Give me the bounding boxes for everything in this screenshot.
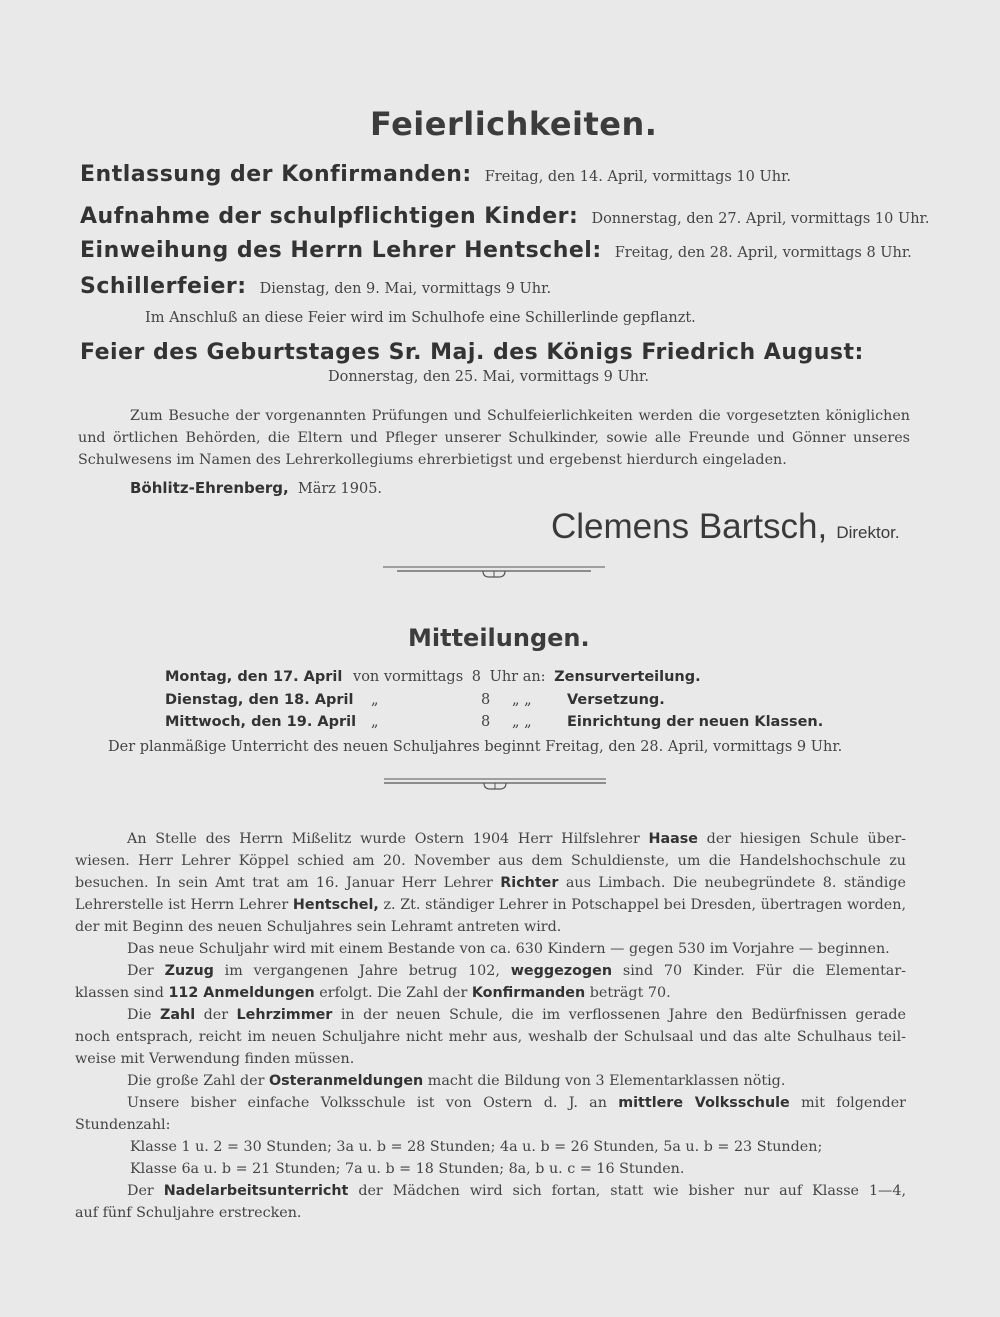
report-line [75, 1026, 906, 1048]
report-line [75, 1114, 906, 1136]
report-emphasis: Osteranmeldungen [268, 1073, 424, 1089]
report-text-segment: An Stelle des Herrn Mißelitz wurde Ostern 1904 Herr Hilfslehrer [127, 831, 649, 847]
ornament-divider [383, 564, 605, 580]
report-line [75, 1202, 906, 1224]
report-text-segment: noch entsprach, reicht im neuen Schuljahre nicht mehr aus, weshalb der Schulsaal und das alte Schulhaus teil- [75, 1029, 906, 1045]
report-text-segment: erfolgt. Die Zahl der [314, 985, 472, 1001]
report-text-segment: macht die Bildung von 3 Elementarklassen nötig. [423, 1073, 786, 1089]
schedule-row [165, 692, 353, 708]
schedule-day: Montag, den 17. April [165, 669, 343, 685]
report-line [75, 894, 906, 916]
place: Böhlitz-Ehrenberg, [130, 479, 289, 497]
report-text-segment: Das neue Schuljahr wird mit einem Bestande von ca. 630 Kindern — gegen 530 im Vorjahre — beginnen. [127, 941, 890, 957]
report-line [75, 872, 906, 894]
report-line [75, 1070, 906, 1092]
report-text [75, 828, 906, 1224]
report-text-segment: der [195, 1007, 237, 1023]
schedule-uhr: Uhr an: [489, 669, 546, 685]
invitation-line: und örtlichen Behörden, die Eltern und Pfleger unserer Schulkinder, sowie alle Freunde und Gönner unseres [78, 430, 910, 446]
report-emphasis: Nadelarbeitsunterricht [163, 1183, 349, 1199]
schedule-event-text: Versetzung. [567, 692, 665, 708]
invitation-line: Zum Besuche der vorgenannten Prüfungen und Schulfeierlichkeiten werden die vorgesetzten königlichen [130, 408, 910, 424]
festivity-item [80, 340, 864, 365]
schedule-hour: 8 [471, 669, 481, 685]
date: März 1905. [297, 481, 383, 497]
report-text-segment: Klasse 6a u. b = 21 Stunden; 7a u. b = 18 Stunden; 8a, b u. c = 16 Stunden. [130, 1161, 685, 1177]
report-text-segment: Die große Zahl der [127, 1073, 269, 1089]
schedule-day: Dienstag, den 18. April [165, 692, 354, 708]
report-emphasis: Zahl [160, 1007, 196, 1023]
report-line [75, 960, 906, 982]
schedule-uhr: „ „ [512, 714, 532, 730]
ornament-divider [384, 776, 606, 792]
schiller-note: Im Anschluß an diese Feier wird im Schulhofe eine Schillerlinde gepflanzt. [145, 310, 696, 326]
report-line [75, 1004, 906, 1026]
festivity-name: Einweihung des Herrn Lehrer Hentschel: [80, 238, 602, 263]
invitation-paragraph [78, 405, 910, 471]
report-emphasis: Zuzug [164, 963, 214, 979]
schedule-event: Zensurverteilung. [554, 669, 701, 685]
schedule-event [567, 692, 665, 708]
festivity-name: Aufnahme der schulpflichtigen Kinder: [80, 204, 579, 229]
festivity-detail: Freitag, den 14. April, vormittags 10 Uhr. [484, 169, 792, 185]
report-emphasis: Konfirmanden [471, 985, 586, 1001]
report-text-segment: sind 70 Kinder. Für die Elementar- [612, 963, 906, 979]
report-text-segment: der hiesigen Schule über- [697, 831, 906, 847]
report-line [75, 982, 906, 1004]
signature [551, 507, 900, 547]
festivity-item [80, 238, 912, 263]
report-line [75, 1092, 906, 1114]
schedule-from: „ [371, 692, 379, 708]
festivity-detail: Donnerstag, den 25. Mai, vormittags 9 Uhr. [328, 369, 649, 385]
schedule-hour: 8 [481, 714, 491, 730]
report-text-segment: Lehrerstelle ist Herrn Lehrer [75, 897, 293, 913]
signature-name: Clemens Bartsch, [551, 507, 828, 546]
section-heading-mitteilungen: Mitteilungen. [408, 624, 590, 652]
report-line [75, 916, 906, 938]
report-text-segment: beträgt 70. [585, 985, 671, 1001]
report-emphasis: mittlere Volksschule [618, 1095, 790, 1111]
schedule-event-text: Einrichtung der neuen Klassen. [567, 714, 824, 730]
schedule-hour: 8 [481, 692, 491, 708]
report-line [75, 1048, 906, 1070]
report-text-segment: mit folgender [789, 1095, 907, 1111]
festivity-detail: Freitag, den 28. April, vormittags 8 Uhr. [614, 245, 912, 261]
festivity-item [80, 274, 551, 299]
festivity-name: Feier des Geburtstages Sr. Maj. des Königs Friedrich August: [80, 340, 864, 365]
report-line [75, 1180, 906, 1202]
report-text-segment: besuchen. In sein Amt trat am 16. Januar Herr Lehrer [75, 875, 501, 891]
report-text-segment: Die [127, 1007, 160, 1023]
report-text-segment: weise mit Verwendung finden müssen. [75, 1051, 355, 1067]
report-emphasis: Hentschel, [292, 897, 379, 913]
report-line [75, 850, 906, 872]
page-title: Feierlichkeiten. [370, 105, 658, 143]
report-text-segment: der Mädchen wird sich fortan, statt wie bisher nur auf Klasse 1—4, [348, 1183, 906, 1199]
festivity-item [80, 162, 791, 187]
report-emphasis: Richter [500, 875, 559, 891]
schedule-uhr: „ „ [512, 692, 532, 708]
schedule-event [567, 714, 823, 730]
report-text-segment: aus Limbach. Die neubegründete 8. ständige [558, 875, 906, 891]
schedule-note: Der planmäßige Unterricht des neuen Schuljahres beginnt Freitag, den 28. April, vormittags 9 Uhr. [108, 739, 843, 755]
schedule-row [165, 669, 865, 685]
schedule-day: Mittwoch, den 19. April [165, 714, 357, 730]
report-emphasis: Haase [648, 831, 698, 847]
report-line [75, 1158, 906, 1180]
schedule-from: von vormittags [353, 669, 464, 685]
report-text-segment: z. Zt. ständiger Lehrer in Potschappel bei Dresden, übertragen worden, [378, 897, 906, 913]
report-emphasis: weggezogen [510, 963, 613, 979]
report-text-segment: Unsere bisher einfache Volksschule ist von Ostern d. J. an [127, 1095, 619, 1111]
festivity-item [80, 204, 930, 229]
invitation-line: Schulwesens im Namen des Lehrerkollegiums ehrerbietigst und ergebenst hierdurch eingeladen. [78, 452, 787, 468]
festivity-detail: Dienstag, den 9. Mai, vormittags 9 Uhr. [259, 281, 552, 297]
report-text-segment: im vergangenen Jahre betrug 102, [213, 963, 511, 979]
festivity-detail: Donnerstag, den 27. April, vormittags 10 Uhr. [591, 211, 930, 227]
schedule-from: „ [371, 714, 379, 730]
report-text-segment: Stundenzahl: [75, 1117, 171, 1133]
report-text-segment: klassen sind [75, 985, 169, 1001]
report-text-segment: wiesen. Herr Lehrer Köppel schied am 20. November aus dem Schuldienste, um die Handelshochschule zu [75, 853, 906, 869]
festivity-name: Entlassung der Konfirmanden: [80, 162, 472, 187]
festivity-name: Schillerfeier: [80, 274, 247, 299]
report-text-segment: auf fünf Schuljahre erstrecken. [75, 1205, 302, 1221]
report-emphasis: Lehrzimmer [236, 1007, 333, 1023]
report-text-segment: Der [127, 1183, 164, 1199]
report-line [75, 938, 906, 960]
report-text-segment: Der [127, 963, 165, 979]
report-emphasis: 112 Anmeldungen [168, 985, 315, 1001]
report-text-segment: in der neuen Schule, die im verflossenen Jahre den Bedürfnissen gerade [332, 1007, 906, 1023]
report-text-segment: Klasse 1 u. 2 = 30 Stunden; 3a u. b = 28 Stunden; 4a u. b = 26 Stunden, 5a u. b = 23 Stunden; [130, 1139, 823, 1155]
report-line [75, 828, 906, 850]
signature-title: Direktor. [836, 523, 900, 542]
schedule-row [165, 714, 356, 730]
report-text-segment: der mit Beginn des neuen Schuljahres sein Lehramt antreten wird. [75, 919, 562, 935]
place-date [130, 478, 382, 497]
report-line [75, 1136, 906, 1158]
